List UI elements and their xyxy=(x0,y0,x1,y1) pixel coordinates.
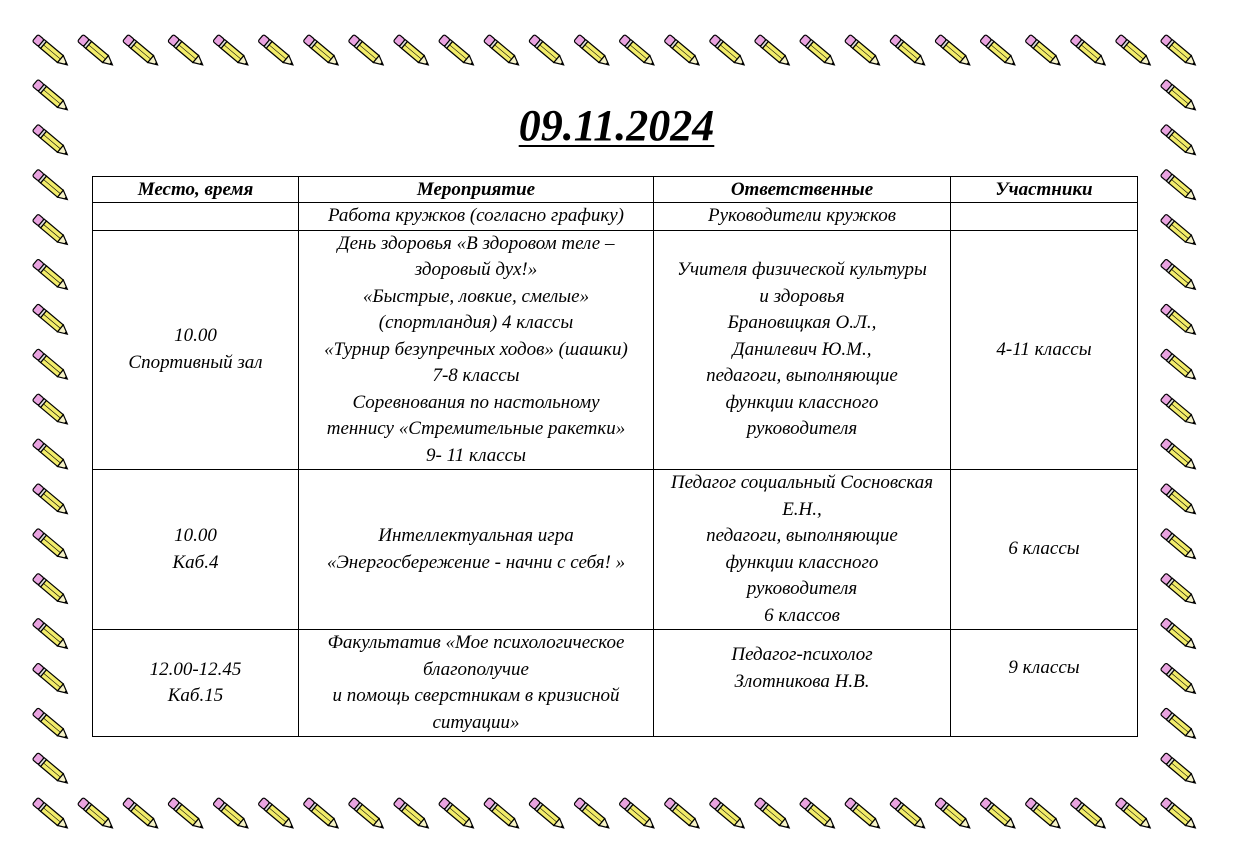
event-cell xyxy=(299,630,654,737)
pencil-icon xyxy=(32,34,70,68)
event-cell xyxy=(299,230,654,470)
pencil-icon xyxy=(438,34,476,68)
pencil-icon xyxy=(574,34,612,68)
pencil-icon xyxy=(32,214,70,248)
responsible-line: педагоги, выполняющие xyxy=(706,365,898,386)
event-line: 9- 11 классы xyxy=(426,444,526,466)
pencil-icon xyxy=(77,797,115,831)
table-row xyxy=(93,470,1138,630)
time-text: 10.00 xyxy=(174,525,217,546)
pencil-icon xyxy=(754,34,792,68)
pencil-icon xyxy=(348,797,386,831)
pencil-icon xyxy=(32,528,70,562)
pencil-icon xyxy=(1115,34,1153,68)
pencil-icon xyxy=(529,797,567,831)
participants-cell xyxy=(951,230,1138,470)
event-line: «Турнир безупречных ходов» (шашки) xyxy=(324,338,628,360)
pencil-icon xyxy=(1070,34,1108,68)
event-line: Интеллектуальная игра xyxy=(378,525,574,546)
pencil-icon xyxy=(709,34,747,68)
table-row xyxy=(93,230,1138,470)
pencil-icon xyxy=(1025,34,1063,68)
responsible-line: Данилевич Ю.М., xyxy=(732,338,872,360)
pencil-icon xyxy=(1160,34,1198,68)
pencil-icon xyxy=(1160,169,1198,203)
pencil-icon xyxy=(619,34,657,68)
pencil-icon xyxy=(168,34,206,68)
participants-cell xyxy=(951,470,1138,630)
pencil-icon xyxy=(1160,483,1198,517)
place-cell xyxy=(93,203,299,231)
event-cell xyxy=(299,470,654,630)
pencil-icon xyxy=(935,797,973,831)
location-text: Спортивный зал xyxy=(128,351,263,373)
responsible-line: Руководители кружков xyxy=(708,205,896,226)
location-text: Каб.15 xyxy=(167,685,224,706)
event-line: «Быстрые, ловкие, смелые» xyxy=(362,285,590,307)
place-cell xyxy=(93,230,299,470)
responsible-line: функции классного xyxy=(725,551,879,573)
pencil-icon xyxy=(1160,349,1198,383)
responsible-cell xyxy=(654,470,951,630)
pencil-icon xyxy=(574,797,612,831)
participants-cell xyxy=(951,630,1138,737)
pencil-icon xyxy=(1160,753,1198,787)
pencil-icon xyxy=(393,797,431,831)
time-text: 10.00 xyxy=(174,325,217,347)
responsible-line: педагоги, выполняющие xyxy=(706,525,898,546)
event-line: 7-8 классы xyxy=(432,365,520,386)
pencil-icon xyxy=(303,34,341,68)
responsible-line: Е.Н., xyxy=(782,498,822,520)
pencil-icon xyxy=(980,34,1018,68)
event-line: Работа кружков (согласно графику) xyxy=(328,205,624,226)
page-title: 09.11.2024 xyxy=(518,101,715,150)
pencil-icon xyxy=(32,393,70,427)
responsible-line: Педагог социальный Сосновская xyxy=(670,472,934,493)
responsible-line: и здоровья xyxy=(759,285,845,307)
pencil-icon xyxy=(1160,438,1198,472)
pencil-icon xyxy=(32,349,70,383)
pencil-icon xyxy=(213,797,251,831)
pencil-icon xyxy=(483,34,521,68)
column-header-place-time: Место, время xyxy=(93,177,299,203)
responsible-cell xyxy=(654,203,951,231)
event-line: (спортландия) 4 классы xyxy=(378,312,574,333)
pencil-icon xyxy=(1160,618,1198,652)
pencil-icon xyxy=(799,797,837,831)
pencil-icon xyxy=(32,483,70,517)
table-row xyxy=(93,630,1138,737)
pencil-icon xyxy=(1160,573,1198,607)
table-row xyxy=(93,203,1138,231)
pencil-icon xyxy=(1160,259,1198,293)
event-line: теннису «Стремительные ракетки» xyxy=(326,418,626,439)
pencil-icon xyxy=(393,34,431,68)
pencil-icon xyxy=(32,169,70,203)
pencil-icon xyxy=(1160,797,1198,831)
responsible-cell xyxy=(654,630,951,737)
pencil-icon xyxy=(935,34,973,68)
pencil-icon xyxy=(32,797,70,831)
pencil-icon xyxy=(213,34,251,68)
column-header-event: Мероприятие xyxy=(299,177,654,203)
responsible-line: Брановицкая О.Л., xyxy=(727,312,877,333)
pencil-icon xyxy=(799,34,837,68)
column-header-participants: Участники xyxy=(951,177,1138,203)
responsible-line: Педагог-психолог xyxy=(731,644,873,665)
event-line: ситуации» xyxy=(432,711,520,733)
column-header-responsible: Ответственные xyxy=(654,177,951,203)
time-text: 12.00-12.45 xyxy=(149,658,242,680)
pencil-icon xyxy=(1025,797,1063,831)
participants-text: 6 классы xyxy=(1008,538,1080,560)
place-cell xyxy=(93,630,299,737)
pencil-icon xyxy=(32,573,70,607)
event-line: День здоровья «В здоровом теле – xyxy=(337,232,615,254)
pencil-icon xyxy=(32,259,70,293)
pencil-icon xyxy=(1115,797,1153,831)
responsible-line: Злотникова Н.В. xyxy=(734,670,870,692)
pencil-icon xyxy=(529,34,567,68)
pencil-icon xyxy=(619,797,657,831)
pencil-icon xyxy=(32,618,70,652)
pencil-icon xyxy=(32,663,70,697)
pencil-icon xyxy=(32,708,70,742)
participants-text: 4-11 классы xyxy=(996,338,1092,360)
location-text: Каб.4 xyxy=(172,551,219,573)
pencil-icon xyxy=(1160,214,1198,248)
pencil-icon xyxy=(77,34,115,68)
place-cell xyxy=(93,470,299,630)
pencil-icon xyxy=(890,34,928,68)
pencil-icon xyxy=(348,34,386,68)
pencil-icon xyxy=(1160,663,1198,697)
pencil-icon xyxy=(1070,797,1108,831)
pencil-icon xyxy=(122,797,160,831)
event-cell xyxy=(299,203,654,231)
event-line: Факультатив «Мое психологическое xyxy=(327,632,625,653)
event-line: Соревнования по настольному xyxy=(352,391,600,413)
pencil-icon xyxy=(1160,304,1198,338)
pencil-icon xyxy=(483,797,521,831)
pencil-icon xyxy=(303,797,341,831)
table-header-row xyxy=(93,177,1138,203)
responsible-line: руководителя xyxy=(746,418,858,439)
pencil-icon xyxy=(1160,708,1198,742)
pencil-icon xyxy=(32,753,70,787)
pencil-icon xyxy=(258,34,296,68)
pencil-icon xyxy=(122,34,160,68)
responsible-line: функции классного xyxy=(725,391,879,413)
event-line: благополучие xyxy=(422,658,529,680)
pencil-icon xyxy=(844,797,882,831)
participants-cell xyxy=(951,203,1138,231)
pencil-icon xyxy=(1160,528,1198,562)
pencil-icon xyxy=(754,797,792,831)
event-line: «Энергосбережение - начни с себя! » xyxy=(326,551,626,573)
pencil-icon xyxy=(32,438,70,472)
responsible-line: Учителя физической культуры xyxy=(677,259,927,280)
participants-text: 9 классы xyxy=(1008,657,1080,678)
responsible-cell xyxy=(654,230,951,470)
responsible-line: 6 классов xyxy=(764,604,840,626)
pencil-icon xyxy=(1160,393,1198,427)
event-line: и помощь сверстникам в кризисной xyxy=(332,685,620,706)
pencil-icon xyxy=(844,34,882,68)
pencil-icon xyxy=(664,797,702,831)
responsible-line: руководителя xyxy=(746,578,858,599)
pencil-icon xyxy=(664,34,702,68)
pencil-icon xyxy=(438,797,476,831)
pencil-icon xyxy=(980,797,1018,831)
pencil-icon xyxy=(168,797,206,831)
pencil-icon xyxy=(890,797,928,831)
schedule-table xyxy=(92,176,1138,737)
pencil-icon xyxy=(709,797,747,831)
pencil-icon xyxy=(32,304,70,338)
pencil-icon xyxy=(258,797,296,831)
event-line: здоровый дух!» xyxy=(414,259,538,280)
